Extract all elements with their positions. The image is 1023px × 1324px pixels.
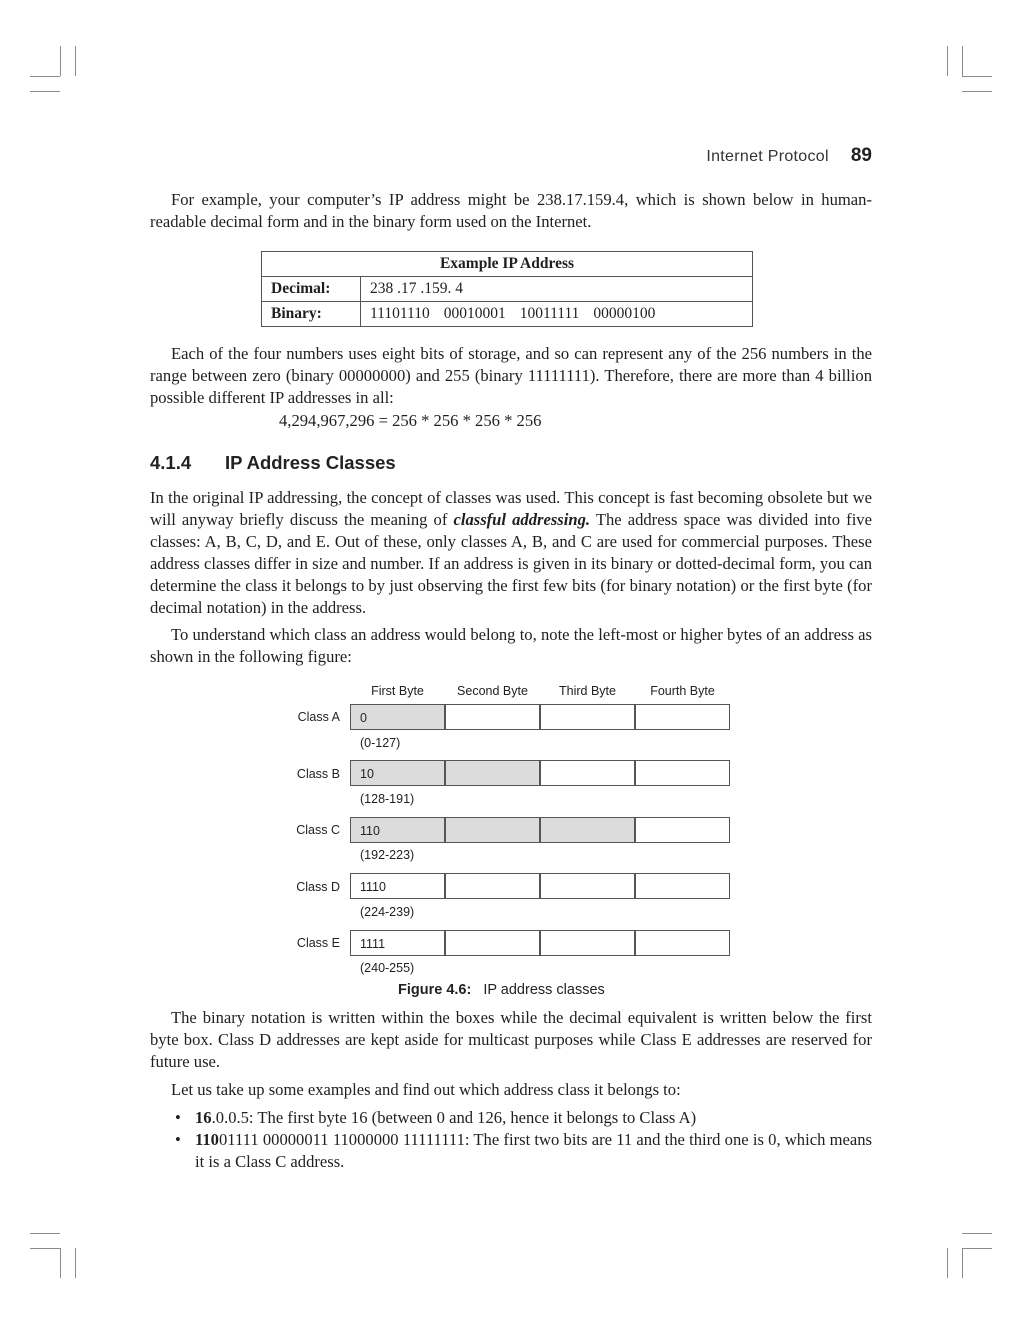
- crop-mark: [30, 1248, 60, 1249]
- bold-prefix: 16: [195, 1108, 212, 1127]
- list-item: [150, 1107, 872, 1129]
- class-label: Class D: [296, 880, 340, 894]
- class-range: (224-239): [360, 905, 415, 919]
- byte-box: 1110: [350, 873, 445, 899]
- crop-mark: [947, 46, 948, 76]
- paragraph-text: For example, your computer’s IP address might be 238.17.159.4, which is shown below in human-readable decimal form and in the binary form used on the Internet.: [150, 190, 872, 231]
- class-label: Class E: [296, 936, 340, 950]
- examples-section: [150, 1079, 872, 1173]
- ip-classes-figure: [280, 682, 740, 982]
- byte-box: [445, 873, 540, 899]
- paragraph-text: The binary notation is written within the boxes while the decimal equivalent is written below the first byte box. Class D addresses are kept aside for multicast purposes while Class E addresses are reserved for future use.: [150, 1008, 872, 1071]
- table-row: [262, 302, 753, 327]
- binary-octet: 11101110: [370, 305, 430, 322]
- byte-box: [540, 873, 635, 899]
- table-title: Example IP Address: [262, 252, 753, 277]
- notation-paragraph: [150, 1007, 872, 1073]
- decimal-label: Decimal:: [262, 277, 361, 302]
- byte-box: [635, 930, 730, 956]
- byte-box: 0: [350, 704, 445, 730]
- crop-mark: [60, 1248, 61, 1278]
- byte-box: [540, 817, 635, 843]
- section-number: 4.1.4: [150, 452, 192, 473]
- caption-text: IP address classes: [483, 982, 605, 998]
- byte-box: [635, 817, 730, 843]
- figure-intro-paragraph: [150, 624, 872, 668]
- crop-mark: [75, 46, 76, 76]
- page-number: 89: [850, 145, 872, 166]
- byte-box: 10: [350, 760, 445, 786]
- caption-label: Figure 4.6:: [398, 982, 472, 998]
- crop-mark: [962, 46, 963, 76]
- class-range: (240-255): [360, 961, 415, 975]
- byte-box: [540, 930, 635, 956]
- paragraph-text: Each of the four numbers uses eight bits of storage, and so can represent any of the 256 numbers in the range between zero (binary 00000000) and 255 (binary 11111111). Therefore, there are more than 4 billion possible different IP addresses in all:: [150, 344, 872, 407]
- crop-mark: [30, 91, 60, 92]
- decimal-value: 238 .17 .159. 4: [361, 277, 753, 302]
- binary-octet: 00010001: [443, 305, 506, 322]
- crop-mark: [962, 1248, 963, 1278]
- crop-mark: [60, 46, 61, 76]
- class-label: Class C: [296, 823, 340, 837]
- binary-octet: 10011111: [519, 305, 580, 322]
- table-row: [262, 277, 753, 302]
- crop-mark: [962, 1233, 992, 1234]
- byte-box: 1111: [350, 930, 445, 956]
- binary-label: Binary:: [262, 302, 361, 327]
- bits-paragraph: [150, 343, 872, 432]
- crop-mark: [962, 1248, 992, 1249]
- class-range: (0-127): [360, 736, 401, 750]
- byte-box: [445, 930, 540, 956]
- byte-box: [445, 760, 540, 786]
- text-run: The address space was divided into five classes: A, B, C, D, and E. Out of these, only classes A, B, and C are used for commercial purposes. These address classes differ in size and number. If an address is given in its binary or dotted-decimal form, you can determine the class it belongs to by just observing the first few bits (for binary notation) or the first byte (for decimal notation) in the address.: [150, 510, 872, 617]
- byte-box: [540, 704, 635, 730]
- byte-header: First Byte: [371, 684, 424, 698]
- running-title: Internet Protocol: [706, 148, 829, 165]
- byte-box: [635, 704, 730, 730]
- byte-box: [635, 873, 730, 899]
- crop-mark: [75, 1248, 76, 1278]
- crop-mark: [962, 76, 992, 77]
- crop-mark: [962, 91, 992, 92]
- class-label: Class B: [296, 767, 340, 781]
- class-range: (192-223): [360, 848, 415, 862]
- text-run: In the original IP addressing, the concept of classes was used. This concept is fast becoming obsolete but we will anyway briefly discuss the meaning of: [150, 488, 872, 529]
- paragraph-text: To understand which class an address would belong to, note the left-most or higher bytes of an address as shown in the following figure:: [150, 625, 872, 666]
- byte-header: Fourth Byte: [650, 684, 715, 698]
- example-ip-table: [261, 251, 753, 327]
- paragraph-text: [150, 487, 872, 619]
- example-list: [150, 1107, 872, 1173]
- byte-box: [445, 704, 540, 730]
- byte-header: Third Byte: [559, 684, 616, 698]
- class-label: Class A: [297, 710, 340, 724]
- item-text: .0.0.5: The first byte 16 (between 0 and 126, hence it belongs to Class A): [211, 1108, 697, 1127]
- classes-paragraph: [150, 487, 872, 619]
- section-heading: [150, 452, 396, 474]
- crop-mark: [30, 76, 60, 77]
- paragraph-text: Let us take up some examples and find out which address class it belongs to:: [171, 1080, 681, 1099]
- intro-paragraph: [150, 189, 872, 233]
- figure-caption: [398, 982, 605, 998]
- binary-value: [361, 302, 753, 327]
- bold-prefix: 110: [195, 1130, 219, 1149]
- equation: 4,294,967,296 = 256 * 256 * 256 * 256: [279, 411, 542, 430]
- emphasis-term: classful addressing.: [453, 510, 591, 529]
- byte-box: [445, 817, 540, 843]
- crop-mark: [30, 1233, 60, 1234]
- byte-box: 110: [350, 817, 445, 843]
- binary-octet: 00000100: [593, 305, 656, 322]
- running-header: [706, 145, 872, 167]
- crop-mark: [947, 1248, 948, 1278]
- byte-box: [635, 760, 730, 786]
- list-item: [150, 1129, 872, 1173]
- byte-box: [540, 760, 635, 786]
- section-title: IP Address Classes: [225, 452, 396, 473]
- item-text: 01111 00000011 11000000 11111111: The first two bits are 11 and the third one is 0, which means it is a Class C address.: [195, 1130, 872, 1171]
- class-range: (128-191): [360, 792, 415, 806]
- byte-header: Second Byte: [457, 684, 528, 698]
